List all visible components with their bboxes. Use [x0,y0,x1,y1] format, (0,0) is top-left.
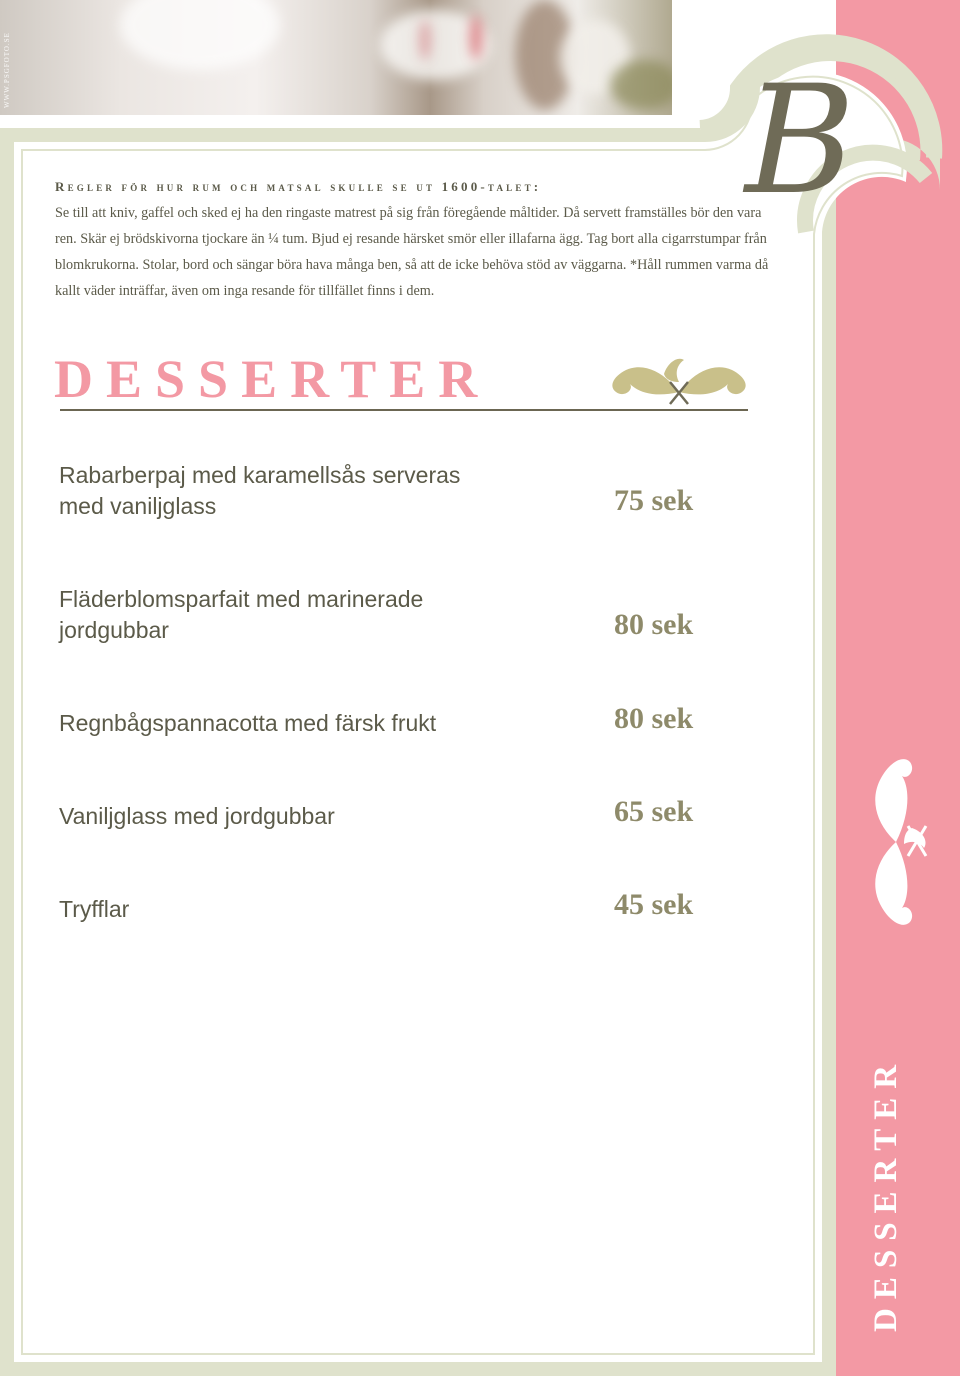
menu-item [0,888,836,974]
rules-block [55,174,785,304]
menu-item-price: 80 sek [614,702,694,735]
menu-item [0,584,836,664]
rules-title: Regler för hur rum och matsal skulle se ut 1600-talet: [55,179,542,194]
title-divider [60,409,748,411]
side-section-title: DESSERTER [868,1055,904,1332]
menu-item [0,795,836,881]
rules-body: Se till att kniv, gaffel och sked ej ha den ringaste matrest på sig från föregående måltider. Då servett framställes bör den vara ren. Skär ej brödskivorna tjockare än ¼ tum. Bjud ej resande härsket smör eller illafarna ägg. Tag bort alla cigarrstumpar från blomkrukorna. Stolar, bord och sängar böra hava många ben, så att de icke behöva stöd av väggarna. *Håll rummen varma då kallt väder inträffar, även om inga resande för tillfället finns i dem. [55,205,769,299]
menu-item-price: 80 sek [614,608,694,641]
menu-item-price: 65 sek [614,795,694,828]
section-title: DESSERTER [54,349,491,409]
menu-item [0,702,836,788]
menu-item-name: Fläderblomsparfait med marinerade jordgubbar [59,586,424,643]
menu-item [0,460,836,540]
menu-item-name: Tryfflar [59,896,130,922]
menu-item-name: Vaniljglass med jordgubbar [59,803,335,829]
menu-item-name: Regnbågspannacotta med färsk frukt [59,710,437,736]
menu-item-price: 75 sek [614,484,694,517]
menu-item-price: 45 sek [614,888,694,921]
monogram-letter: B [745,54,856,228]
photo-credit: WWW.PSGFOTO.SE [3,32,11,108]
menu-item-name: Rabarberpaj med karamellsås serveras med vaniljglass [59,462,461,519]
leaf-scroll-icon [604,352,754,408]
leaf-scroll-vertical-icon [866,744,930,940]
